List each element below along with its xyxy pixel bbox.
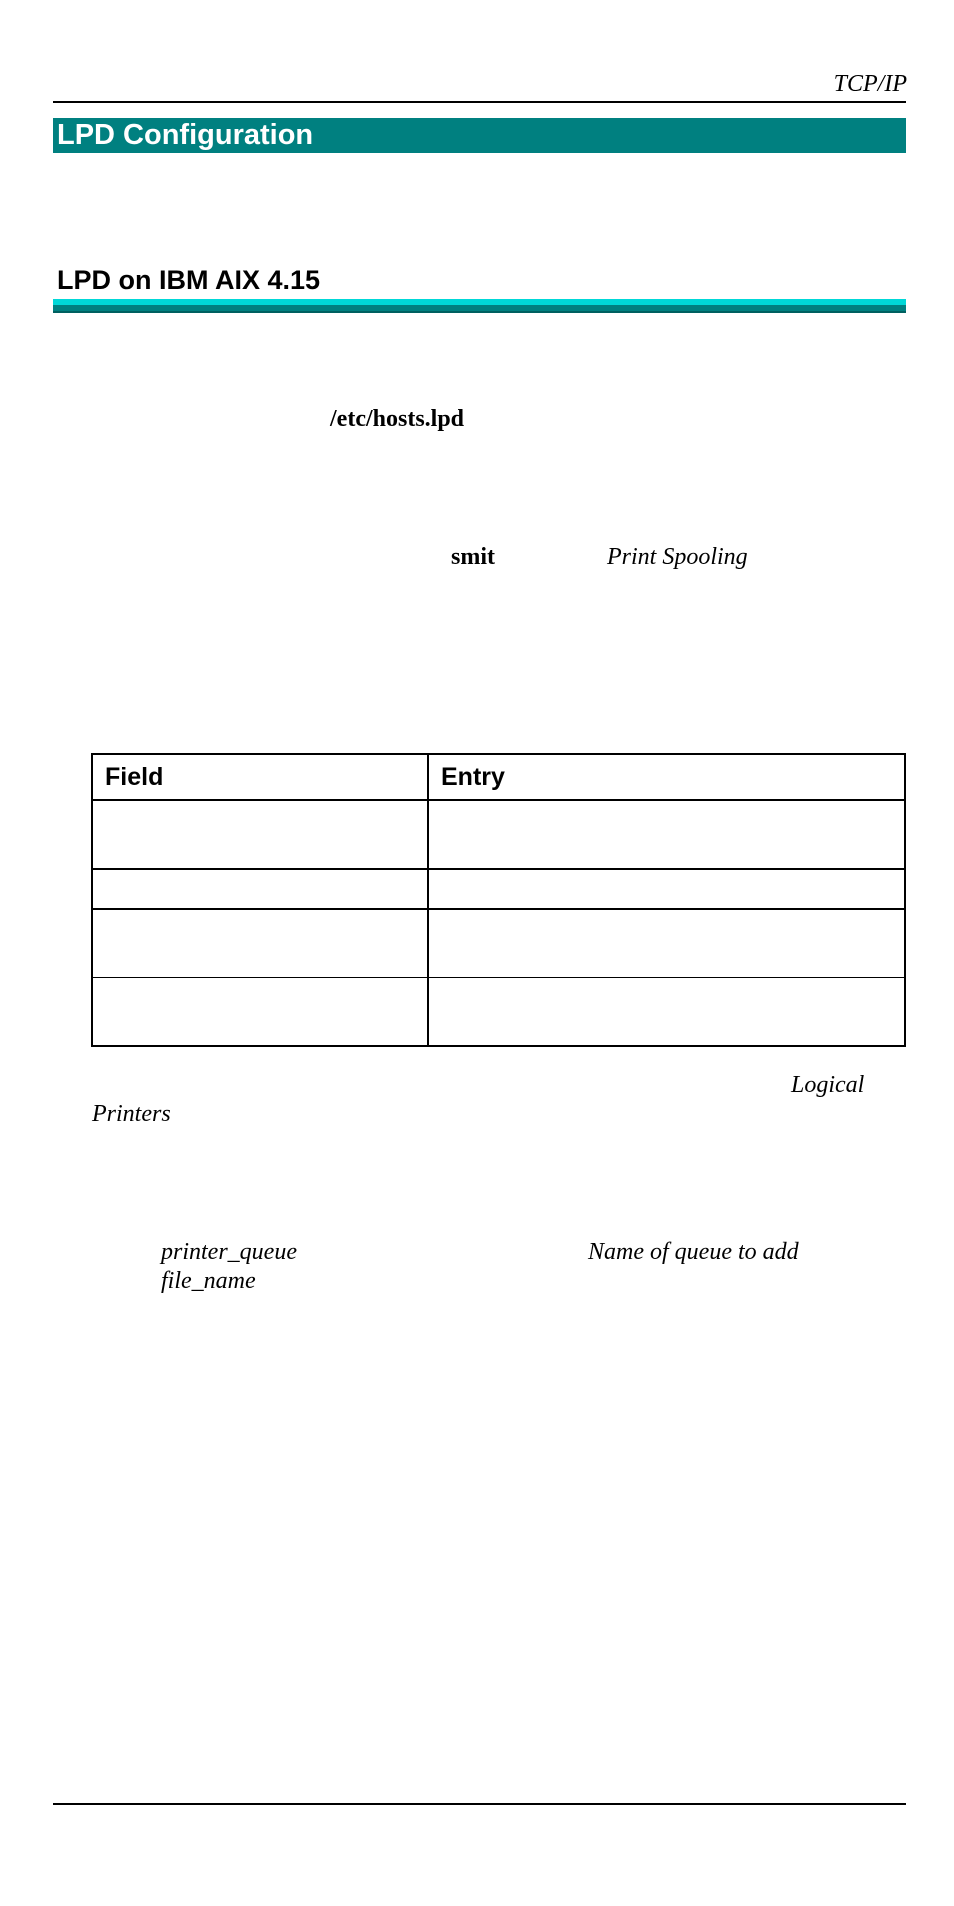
entry-column-header: Entry: [428, 754, 905, 800]
printers-label: Printers: [92, 1101, 171, 1127]
hosts-file-path: /etc/hosts.lpd: [330, 406, 465, 432]
table-cell-entry: [428, 978, 905, 1047]
table-cell-field: [92, 909, 428, 978]
table-cell-field: [92, 869, 428, 909]
running-header: TCP/IP: [833, 71, 907, 97]
print-spooling-menu: Print Spooling: [607, 544, 748, 570]
table-row: [92, 800, 905, 869]
table-cell-field: [92, 800, 428, 869]
table-cell-entry: [428, 909, 905, 978]
section-rule-shadow: [53, 311, 906, 313]
table-cell-field: [92, 978, 428, 1047]
queue-name-description: Name of queue to add: [588, 1239, 799, 1265]
table-cell-entry: [428, 869, 905, 909]
chapter-banner: [53, 118, 906, 153]
file-name-param: file_name: [161, 1268, 256, 1294]
smit-command: smit: [451, 544, 495, 570]
table-header-row: [92, 754, 905, 800]
table-row: [92, 909, 905, 978]
printer-queue-param: printer_queue: [161, 1239, 297, 1265]
table-row: [92, 978, 905, 1047]
configuration-table: [91, 753, 906, 1047]
chapter-title: LPD Configuration: [57, 119, 314, 151]
footer-rule: [53, 1803, 906, 1805]
table-cell-entry: [428, 800, 905, 869]
table-row: [92, 869, 905, 909]
section-title: LPD on IBM AIX 4.15: [57, 265, 321, 295]
field-column-header: Field: [92, 754, 428, 800]
header-rule: [53, 101, 906, 103]
logical-label: Logical: [791, 1072, 865, 1098]
